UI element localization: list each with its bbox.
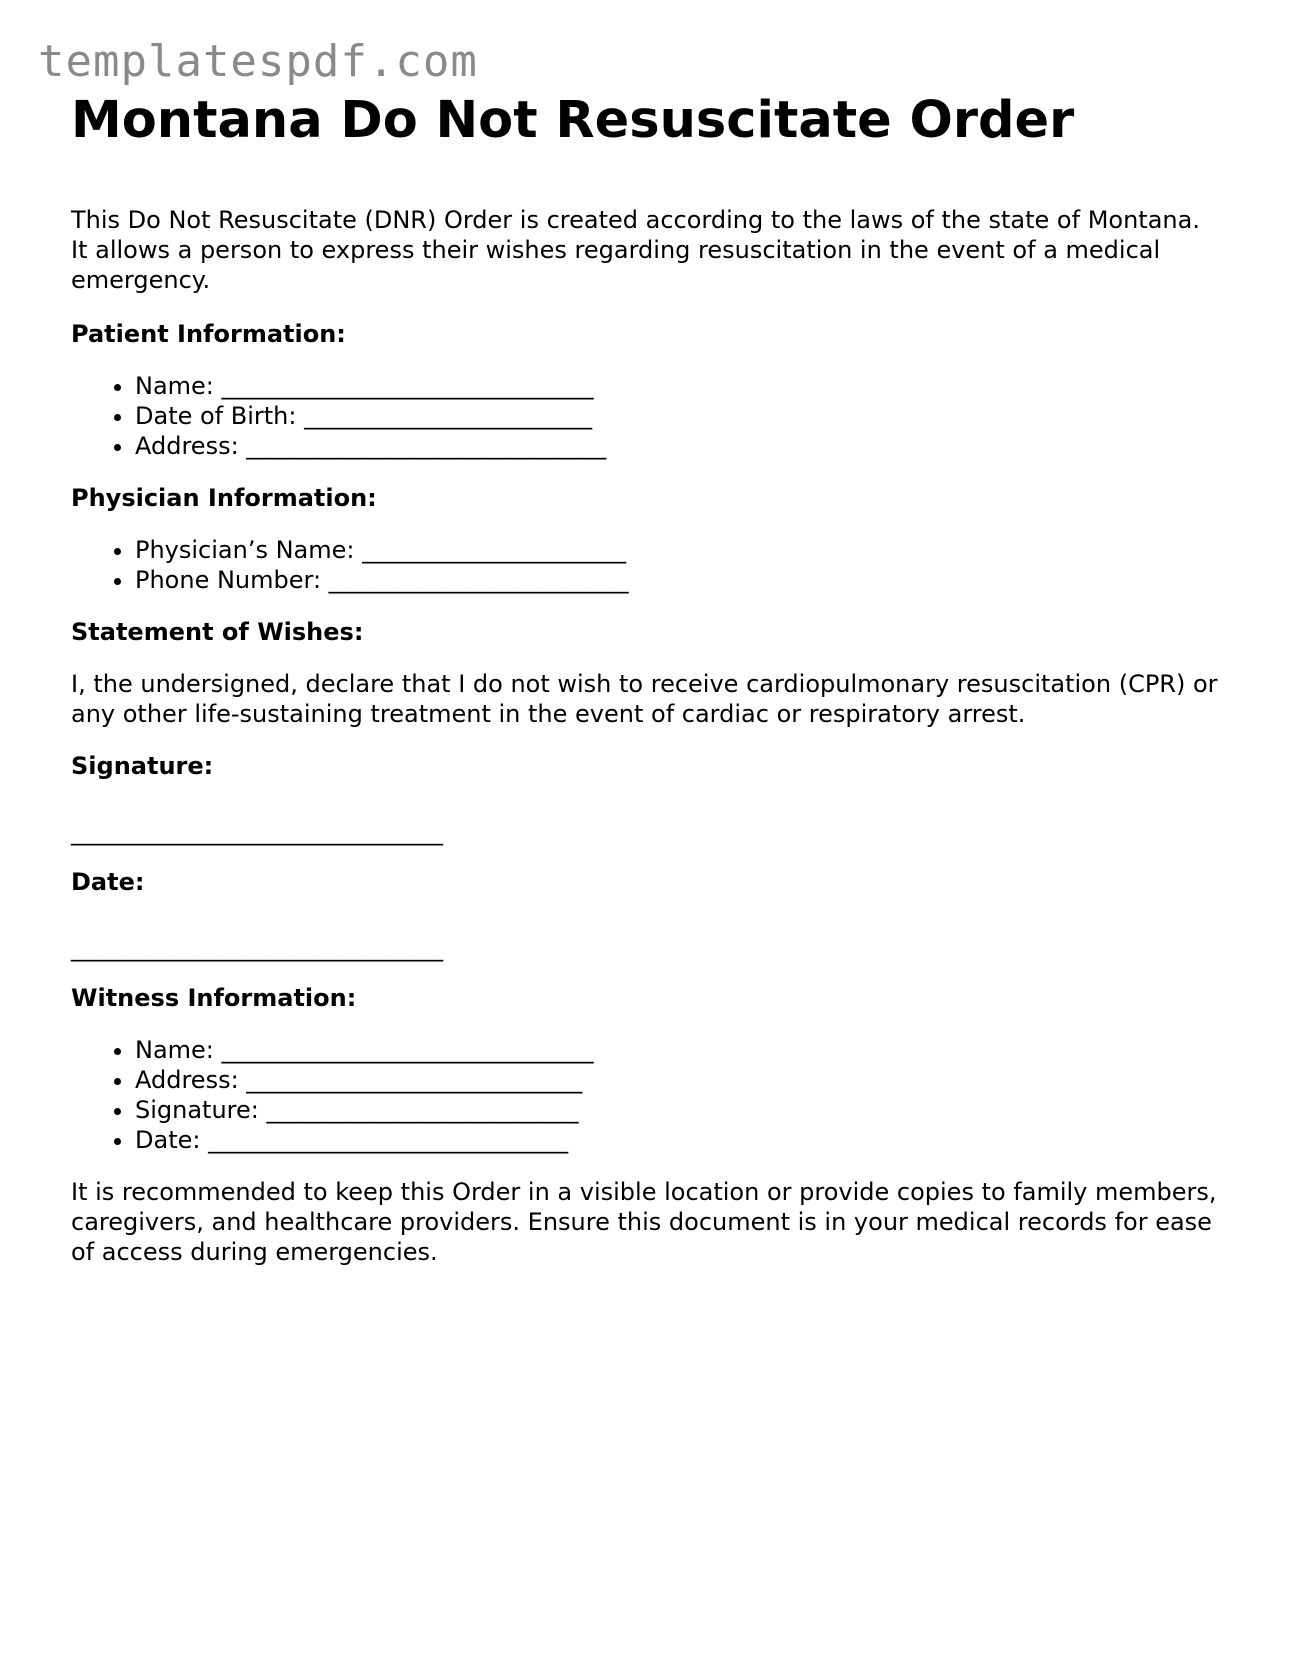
patient-dob-field[interactable]: • Date of Birth: ________________________ — [135, 401, 1221, 431]
physician-phone-field[interactable]: • Phone Number: _________________________ — [135, 565, 1221, 595]
intro-paragraph: This Do Not Resuscitate (DNR) Order is created according to the laws of the state of Montana. It allows a person to express their wishes regarding resuscitation in the event of a medical emergency. — [71, 206, 1200, 294]
statement-heading: Statement of Wishes: — [71, 618, 364, 646]
physician-field-list — [71, 535, 1221, 595]
date-line[interactable]: _______________________________ — [71, 934, 443, 962]
physician-name-field[interactable]: • Physician’s Name: ______________________ — [135, 535, 1221, 565]
patient-field-list — [71, 371, 1221, 461]
witness-field-list — [71, 1035, 1221, 1155]
patient-heading: Patient Information: — [71, 320, 346, 348]
patient-address-field[interactable]: • Address: ______________________________ — [135, 431, 1221, 461]
witness-name-field[interactable]: • Name: _______________________________ — [135, 1035, 1221, 1065]
closing-paragraph: It is recommended to keep this Order in a visible location or provide copies to family members, caregivers, and healthcare providers. Ensure this document is in your medical records for ease of access during emergencies. — [71, 1178, 1217, 1266]
witness-signature-field[interactable]: • Signature: __________________________ — [135, 1095, 1221, 1125]
date-heading: Date: — [71, 868, 145, 896]
physician-heading: Physician Information: — [71, 484, 377, 512]
statement-text: I, the undersigned, declare that I do not wish to receive cardiopulmonary resuscitation (CPR) or any other life-sustaining treatment in the event of cardiac or respiratory arrest. — [71, 670, 1218, 728]
witness-date-field[interactable]: • Date: ______________________________ — [135, 1125, 1221, 1155]
witness-heading: Witness Information: — [71, 984, 357, 1012]
watermark: templatespdf.com — [38, 36, 478, 87]
document-page — [71, 88, 1221, 1267]
signature-heading: Signature: — [71, 752, 214, 780]
page-title: Montana Do Not Resuscitate Order — [71, 91, 1075, 150]
patient-name-field[interactable]: • Name: _______________________________ — [135, 371, 1221, 401]
signature-line[interactable]: _______________________________ — [71, 818, 443, 846]
witness-address-field[interactable]: • Address: ____________________________ — [135, 1065, 1221, 1095]
